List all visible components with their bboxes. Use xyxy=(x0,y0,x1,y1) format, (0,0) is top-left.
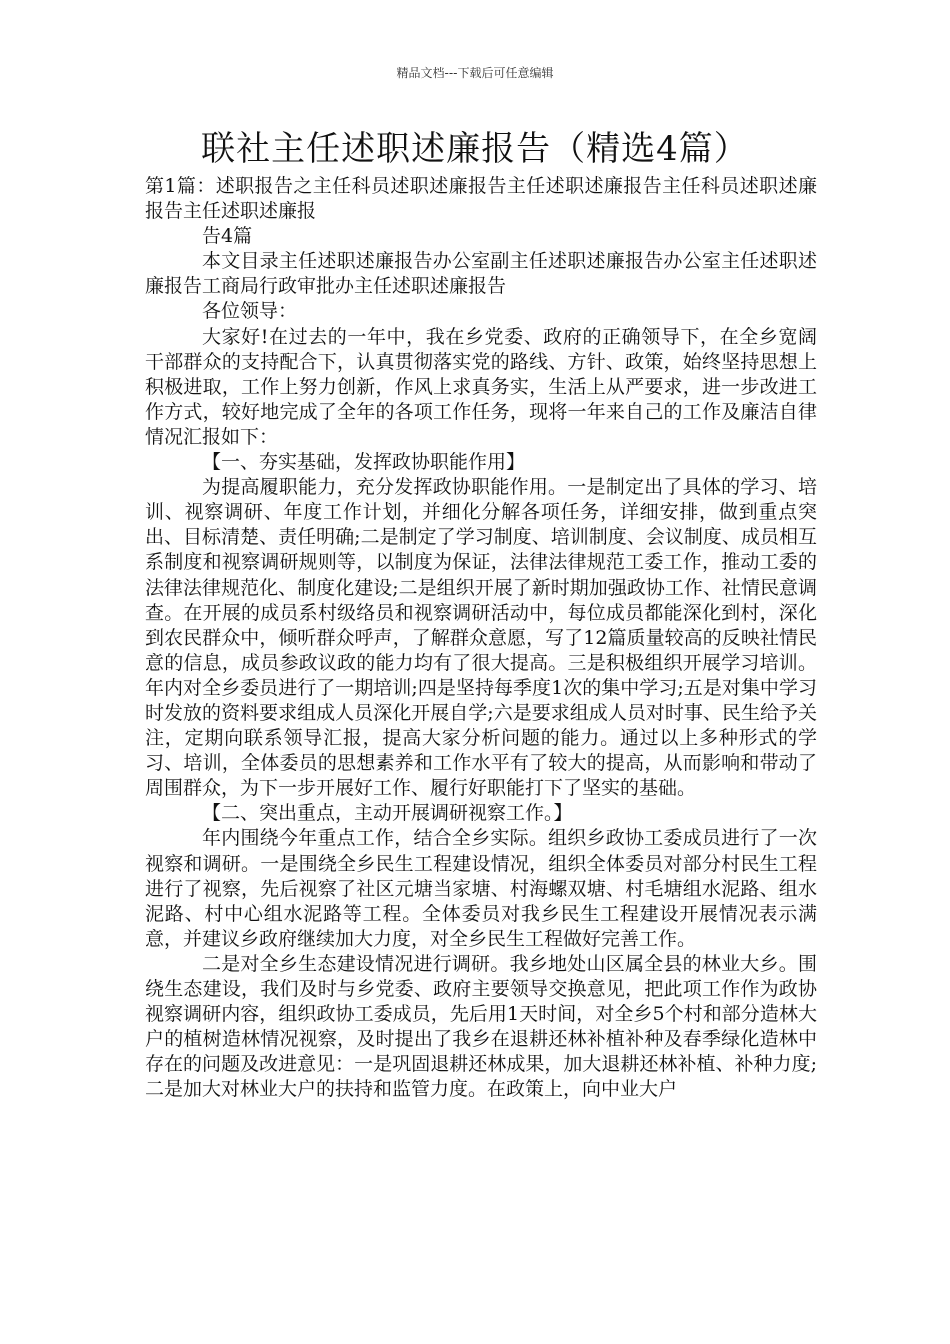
paragraph: 年内围绕今年重点工作，结合全乡实际。组织乡政协工委成员进行了一次视察和调研。一是围绕全乡民生工程建设情况，组织全体委员对部分村民生工程进行了视察，先后视察了社区元塘当家塘、村海螺双塘、村毛塘组水泥路、组水泥路、村中心组水泥路等工程。全体委员对我乡民生工程建设开展情况表示满意，并建议乡政府继续加大力度，对全乡民生工程做好完善工作。 xyxy=(145,827,817,950)
paragraph: 大家好!在过去的一年中，我在乡党委、政府的正确领导下，在全乡宽阔干部群众的支持配合下，认真贯彻落实党的路线、方针、政策，始终坚持思想上积极进取，工作上努力创新，作风上求真务实，生活上从严要求，进一步改进工作方式，较好地完成了全年的各项工作任务，现将一年来自己的工作及廉洁自律情况汇报如下： xyxy=(145,325,817,448)
document-body xyxy=(145,174,817,1102)
paragraph: 第1篇：述职报告之主任科员述职述廉报告主任述职述廉报告主任科员述职述廉报告主任述职述廉报 xyxy=(145,175,817,223)
page-header: 精品文档---下载后可任意编辑 xyxy=(396,66,554,80)
section-heading: 【二、突出重点，主动开展调研视察工作。】 xyxy=(202,802,573,825)
document-title: 联社主任述职述廉报告（精选4篇） xyxy=(201,129,749,169)
paragraph: 为提高履职能力，充分发挥政协职能作用。一是制定出了具体的学习、培训、视察调研、年度工作计划，并细化分解各项任务，详细安排，做到重点突出、目标清楚、责任明确;二是制定了学习制度、培训制度、会议制度、成员相互系制度和视察调研规则等，以制度为保证，法律法律规范工委工作，推动工委的法律法律规范化、制度化建设;二是组织开展了新时期加强政协工作、社情民意调查。在开展的成员系村级络员和视察调研活动中，每位成员都能深化到村，深化到农民群众中，倾听群众呼声，了解群众意愿，写了12篇质量较高的反映社情民意的信息，成员参政议政的能力均有了很大提高。三是积极组织开展学习培训。年内对全乡委员进行了一期培训;四是坚持每季度1次的集中学习;五是对集中学习时发放的资料要求组成人员深化开展自学;六是要求组成人员对时事、民生给予关注，定期向联系领导汇报，提高大家分析问题的能力。通过以上多种形式的学习、培训，全体委员的思想素养和工作水平有了较大的提高，从而影响和带动了周围群众，为下一步开展好工作、履行好职能打下了坚实的基础。 xyxy=(145,476,817,800)
paragraph: 本文目录主任述职述廉报告办公室副主任述职述廉报告办公室主任述职述廉报告工商局行政审批办主任述职述廉报告 xyxy=(145,250,817,298)
paragraph: 二是对全乡生态建设情况进行调研。我乡地处山区属全县的林业大乡。围绕生态建设，我们及时与乡党委、政府主要领导交换意见，把此项工作作为政协视察调研内容，组织政协工委成员，先后用1天时间，对全乡5个村和部分造林大户的植树造林情况视察，及时提出了我乡在退耕还林补植补种及春季绿化造林中存在的问题及改进意见：一是巩固退耕还林成果，加大退耕还林补植、补种力度;二是加大对林业大户的扶持和监管力度。在政策上，向中业大户 xyxy=(145,952,817,1101)
section-heading: 【一、夯实基础，发挥政协职能作用】 xyxy=(202,451,526,474)
paragraph: 告4篇 xyxy=(202,225,253,248)
paragraph: 各位领导： xyxy=(202,300,298,323)
